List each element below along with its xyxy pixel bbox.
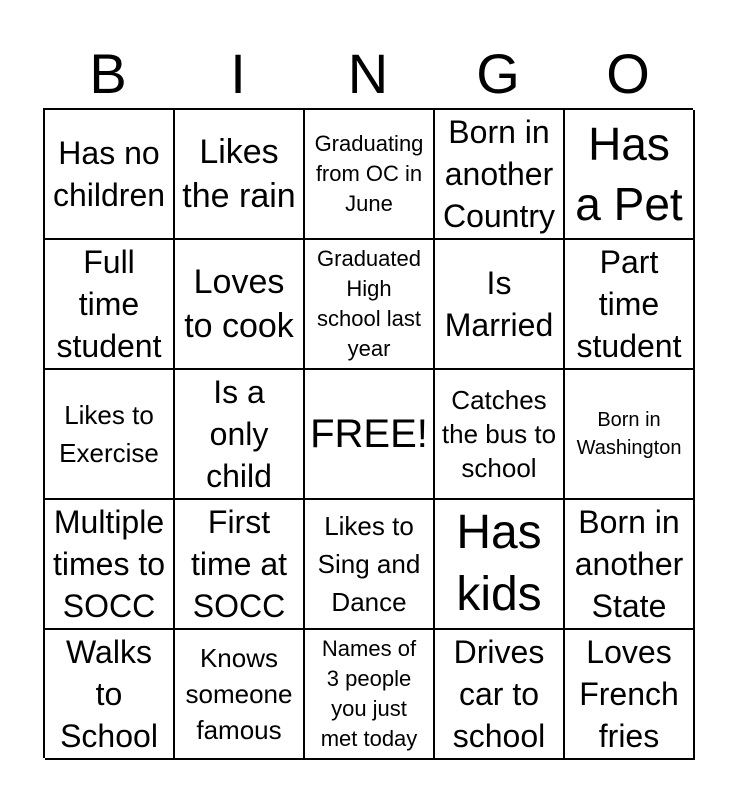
bingo-cell-text: Catches the bus to school (441, 385, 557, 483)
bingo-cell-text: Likes the rain (182, 133, 296, 215)
bingo-cell-text: Is a only child (206, 374, 272, 494)
bingo-cell-1-5[interactable] (565, 110, 695, 240)
bingo-cell-4-2[interactable] (175, 500, 305, 630)
bingo-cell-5-5[interactable] (565, 630, 695, 760)
bingo-cell-text: Full time student (56, 244, 162, 364)
bingo-grid (43, 108, 693, 758)
bingo-cell-5-1[interactable] (45, 630, 175, 760)
header-letter-o: O (606, 42, 650, 105)
header-letter-n: N (347, 42, 389, 105)
bingo-cell-3-1[interactable] (45, 370, 175, 500)
bingo-cell-4-1[interactable] (45, 500, 175, 630)
bingo-cell-text: Names of 3 people you just met today (320, 636, 418, 751)
bingo-cell-3-4[interactable] (435, 370, 565, 500)
bingo-cell-text: Likes to Exercise (59, 400, 159, 468)
free-space-label: FREE! (310, 412, 428, 456)
header-letter-b: B (89, 42, 127, 105)
bingo-cell-2-1[interactable] (45, 240, 175, 370)
bingo-cell-1-3[interactable] (305, 110, 435, 240)
bingo-cell-text: Part time student (576, 244, 682, 364)
bingo-cell-text: Knows someone famous (185, 643, 293, 745)
bingo-cell-text: Loves French fries (579, 634, 679, 754)
bingo-cell-3-2[interactable] (175, 370, 305, 500)
bingo-cell-text: Is Married (444, 265, 554, 343)
bingo-cell-text: Drives car to school (452, 634, 546, 754)
bingo-cell-4-5[interactable] (565, 500, 695, 630)
bingo-cell-text: Born in another State (574, 504, 684, 624)
bingo-header (43, 40, 693, 108)
bingo-cell-text: Born in Washington (576, 409, 682, 459)
free-space-cell[interactable] (305, 370, 435, 500)
bingo-cell-1-4[interactable] (435, 110, 565, 240)
bingo-cell-5-4[interactable] (435, 630, 565, 760)
bingo-cell-4-4[interactable] (435, 500, 565, 630)
bingo-cell-5-3[interactable] (305, 630, 435, 760)
bingo-cell-text: Born in another Country (442, 114, 556, 234)
bingo-cell-text: Graduating from OC in June (314, 131, 424, 216)
bingo-cell-text: Has kids (456, 506, 542, 621)
header-letter-i: I (230, 42, 246, 105)
bingo-cell-text: Likes to Sing and Dance (317, 511, 421, 617)
bingo-cell-text: Walks to School (60, 634, 158, 754)
bingo-cell-2-2[interactable] (175, 240, 305, 370)
bingo-cell-5-2[interactable] (175, 630, 305, 760)
bingo-cell-3-5[interactable] (565, 370, 695, 500)
bingo-cell-2-5[interactable] (565, 240, 695, 370)
bingo-cell-1-2[interactable] (175, 110, 305, 240)
bingo-cell-text: Multiple times to SOCC (52, 504, 166, 624)
bingo-cell-1-1[interactable] (45, 110, 175, 240)
bingo-cell-text: Graduated High school last year (317, 246, 421, 361)
bingo-cell-text: Has no children (52, 135, 166, 213)
bingo-cell-2-4[interactable] (435, 240, 565, 370)
bingo-cell-text: Has a Pet (575, 118, 683, 230)
bingo-cell-4-3[interactable] (305, 500, 435, 630)
header-letter-g: G (476, 42, 520, 105)
bingo-cell-text: First time at SOCC (190, 504, 288, 624)
bingo-cell-2-3[interactable] (305, 240, 435, 370)
bingo-cell-text: Loves to cook (184, 263, 294, 345)
